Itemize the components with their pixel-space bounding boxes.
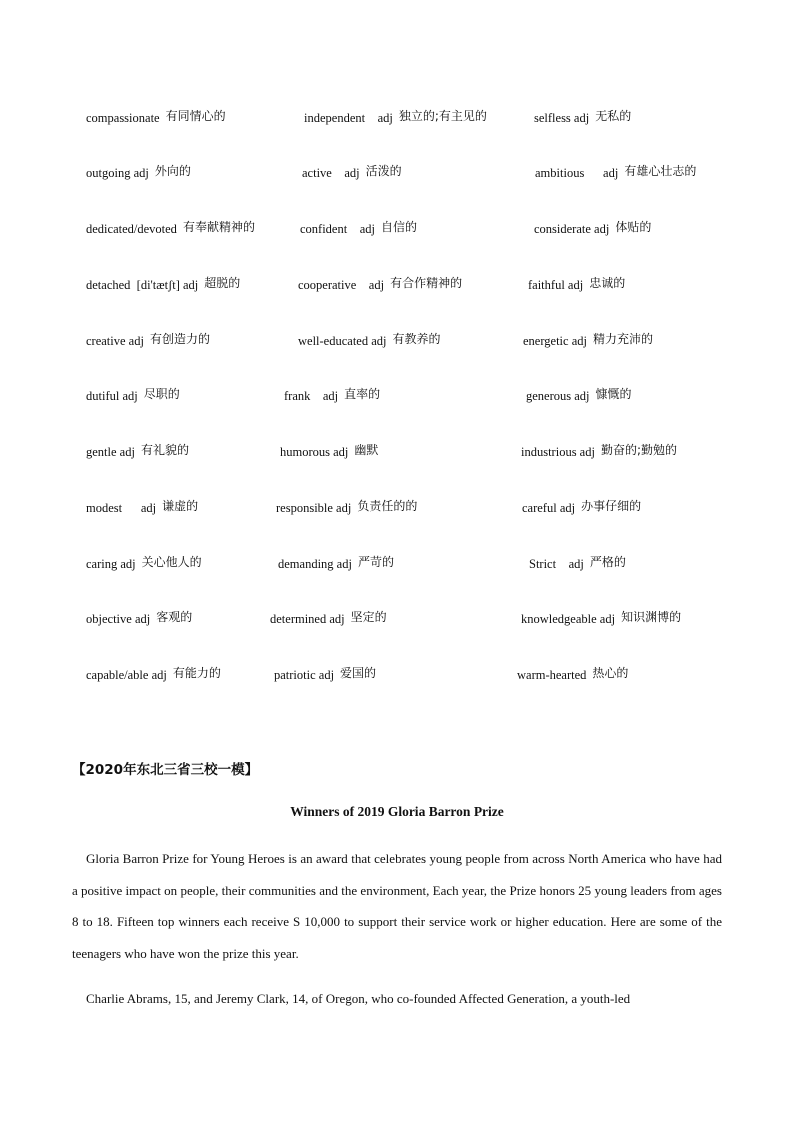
vocab-chinese: 知识渊博的 <box>621 610 682 624</box>
vocab-english: energetic adj <box>523 334 587 348</box>
vocab-english: industrious adj <box>521 445 595 459</box>
vocab-row <box>0 163 794 187</box>
vocab-row <box>0 554 794 578</box>
vocab-chinese: 坚定的 <box>350 610 387 624</box>
vocab-english: generous adj <box>526 389 590 403</box>
vocab-chinese: 有合作精神的 <box>390 276 463 290</box>
vocab-row <box>0 219 794 243</box>
vocab-entry <box>280 442 378 462</box>
vocab-chinese: 有能力的 <box>172 666 221 680</box>
vocab-chinese: 超脱的 <box>204 276 241 290</box>
vocab-row <box>0 108 794 132</box>
vocab-english: modest adj <box>86 501 157 515</box>
vocab-english: careful adj <box>522 501 576 515</box>
vocab-entry <box>284 386 380 406</box>
vocab-chinese: 精力充沛的 <box>592 332 653 346</box>
paragraph: Charlie Abrams, 15, and Jeremy Clark, 14, of Oregon, who co-founded Affected Generation, a youth-led <box>86 991 631 1006</box>
vocab-chinese: 直率的 <box>344 387 381 401</box>
vocab-row <box>0 331 794 355</box>
vocab-chinese: 谦虚的 <box>162 499 199 513</box>
vocab-entry <box>86 331 210 351</box>
vocab-english: demanding adj <box>278 557 352 571</box>
vocab-chinese: 有教养的 <box>392 332 441 346</box>
vocab-english: objective adj <box>86 612 151 626</box>
vocab-chinese: 负责任的的 <box>357 499 418 513</box>
vocab-english: outgoing adj <box>86 166 149 180</box>
vocab-chinese: 尽职的 <box>143 387 180 401</box>
vocab-chinese: 热心的 <box>592 666 629 680</box>
vocab-entry <box>534 108 631 128</box>
vocab-entry <box>521 609 681 629</box>
vocab-chinese: 有创造力的 <box>149 332 210 346</box>
vocab-chinese: 独立的;有主见的 <box>398 109 487 123</box>
vocab-row <box>0 386 794 410</box>
vocab-row <box>0 609 794 633</box>
vocab-english: Strict adj <box>529 557 584 571</box>
vocab-entry <box>86 498 198 518</box>
vocab-row <box>0 498 794 522</box>
vocab-chinese: 有同情心的 <box>165 109 226 123</box>
vocab-entry <box>526 386 632 406</box>
vocab-chinese: 关心他人的 <box>141 555 202 569</box>
vocab-entry <box>529 554 626 574</box>
vocab-chinese: 勤奋的;勤勉的 <box>600 443 678 457</box>
vocab-english: selfless adj <box>534 111 590 125</box>
vocab-entry <box>521 442 677 462</box>
vocab-entry <box>86 554 202 574</box>
vocab-chinese: 幽默 <box>354 443 379 457</box>
vocab-chinese: 活泼的 <box>365 164 402 178</box>
vocab-english: responsible adj <box>276 501 352 515</box>
vocab-chinese: 爱国的 <box>340 666 377 680</box>
vocab-entry <box>86 219 255 239</box>
vocab-entry <box>86 163 191 183</box>
vocab-entry <box>86 665 221 685</box>
vocab-english: well-educated adj <box>298 334 387 348</box>
vocab-chinese: 自信的 <box>380 220 417 234</box>
vocab-english: knowledgeable adj <box>521 612 616 626</box>
paragraph: Gloria Barron Prize for Young Heroes is an award that celebrates young people from across North America who have had a positive impact on people, their communities and the environment, Each year, the Prize honors 25 young leaders from ages 8 to 18. Fifteen top winners each receive S 10,000 to support their service work or higher education. Here are some of the teenagers who have won the prize this year. <box>72 851 722 961</box>
vocab-entry <box>517 665 628 685</box>
vocab-entry <box>522 498 641 518</box>
vocab-chinese: 体贴的 <box>615 220 652 234</box>
vocab-entry <box>274 665 376 685</box>
vocab-entry <box>270 609 387 629</box>
vocab-entry <box>86 108 226 128</box>
vocab-row <box>0 665 794 689</box>
vocab-chinese: 办事仔细的 <box>581 499 642 513</box>
vocab-english: independent adj <box>304 111 393 125</box>
vocab-row <box>0 442 794 466</box>
vocab-english: patriotic adj <box>274 668 335 682</box>
vocab-chinese: 忠诚的 <box>589 276 626 290</box>
vocab-entry <box>535 163 696 183</box>
vocab-english: determined adj <box>270 612 345 626</box>
vocab-chinese: 有奉献精神的 <box>182 220 255 234</box>
vocab-english: capable/able adj <box>86 668 167 682</box>
vocab-english: dutiful adj <box>86 389 138 403</box>
vocab-entry <box>528 275 625 295</box>
vocab-entry <box>523 331 653 351</box>
vocab-entry <box>304 108 487 128</box>
vocab-entry <box>298 275 462 295</box>
vocab-chinese: 严苛的 <box>357 555 394 569</box>
article-title: Winners of 2019 Gloria Barron Prize <box>290 804 504 819</box>
vocab-english: faithful adj <box>528 278 584 292</box>
vocab-chinese: 无私的 <box>595 109 632 123</box>
vocab-english: frank adj <box>284 389 339 403</box>
vocab-english: detached [di'tætʃt] adj <box>86 278 199 292</box>
vocab-entry <box>298 331 441 351</box>
vocab-english: considerate adj <box>534 222 610 236</box>
vocab-entry <box>86 386 180 406</box>
vocab-english: active adj <box>302 166 360 180</box>
vocab-chinese: 慷慨的 <box>595 387 632 401</box>
vocab-entry <box>302 163 402 183</box>
section-title: 【2020年东北三省三校一模】 <box>72 762 259 778</box>
vocab-entry <box>276 498 417 518</box>
vocab-english: dedicated/devoted <box>86 222 177 236</box>
vocab-english: humorous adj <box>280 445 349 459</box>
vocab-entry <box>300 219 417 239</box>
vocab-english: ambitious adj <box>535 166 619 180</box>
vocab-chinese: 外向的 <box>154 164 191 178</box>
vocab-row <box>0 275 794 299</box>
vocab-chinese: 客观的 <box>156 610 193 624</box>
vocab-english: creative adj <box>86 334 144 348</box>
vocab-chinese: 严格的 <box>589 555 626 569</box>
vocab-english: confident adj <box>300 222 375 236</box>
vocab-english: warm-hearted <box>517 668 587 682</box>
vocab-english: cooperative adj <box>298 278 385 292</box>
vocab-entry <box>86 609 192 629</box>
vocab-chinese: 有礼貌的 <box>140 443 189 457</box>
vocab-english: compassionate <box>86 111 160 125</box>
vocab-english: gentle adj <box>86 445 135 459</box>
vocab-chinese: 有雄心壮志的 <box>624 164 697 178</box>
vocab-entry <box>86 275 240 295</box>
vocab-entry <box>86 442 189 462</box>
vocab-english: caring adj <box>86 557 136 571</box>
vocab-entry <box>534 219 651 239</box>
vocab-entry <box>278 554 394 574</box>
